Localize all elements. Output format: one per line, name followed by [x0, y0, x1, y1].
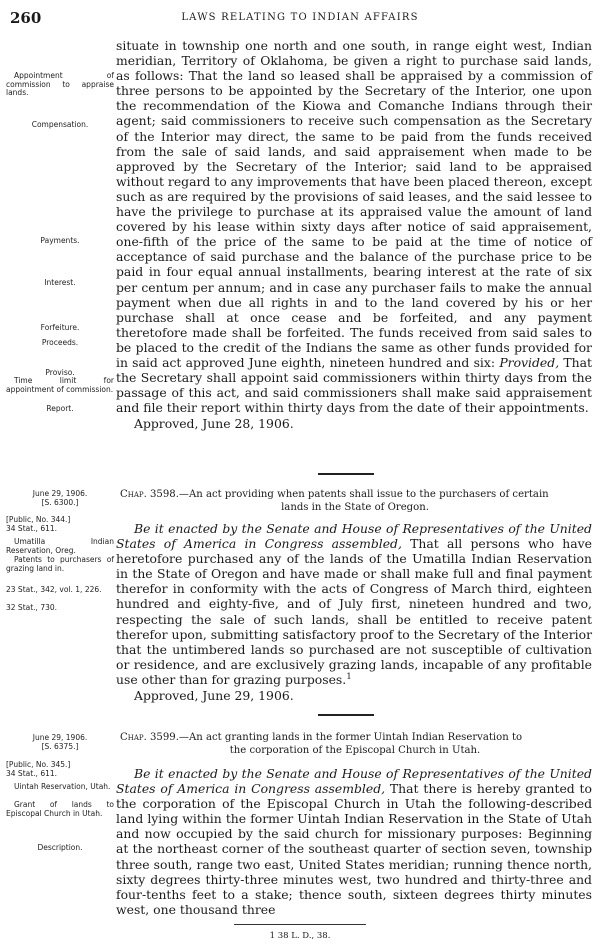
- page-header: [10, 9, 590, 27]
- chap3599-text: [116, 766, 592, 917]
- section1-approved: Approved, June 28, 1906.: [134, 416, 294, 432]
- section1-paragraph-pre: situate in township one north and one south, in range eight west, Indian meridian, Territory of Oklahoma, be given a right to purchase said lands, as follows: That the land so leased shall be appraised by a commission of three persons to be appointed by the Secretary of the Interior, one upon the recommendation of the Kiowa and Comanche Indians through their agent; said commissioners to receive such compensation as the Secretary of the Interior may direct, the same to be paid from the funds received from the sale of said lands, and said appraisement when made to be approved by the Secretary of the Interior; said land to be appraised without regard to any improvements that have been placed thereon, except such as are required by the provisions of said leases, and the said lessee to have the privilege to purchase at its appraised value the amount of land covered by his lease within sixty days after notice of said appraisement, one-fifth of the price of the same to be paid at the time of notice of acceptance of said purchase and the balance of the purchase price to be paid in four equal annual installments, bearing interest at the rate of six per centum per annum; and in case any purchaser fails to make the annual payment when due all rights in and to the land covered by his or her purchase shall at once cease and be forfeited, and any payment theretofore made shall be forfeited. The funds received from said sales to be placed to the credit of the Indians the same as other funds provided for in said act approved June eighth, nineteen hundred and six:: [116, 38, 592, 370]
- margin-note-time-limit: Time limit for appointment of commission.: [6, 376, 114, 394]
- page-number: 260: [10, 9, 42, 27]
- chap3598-heading-line1: [120, 489, 590, 502]
- margin-note-report: Report.: [46, 404, 74, 413]
- chap3598-heading: [120, 489, 590, 514]
- chap3598-note-stat32: 32 Stat., 730.: [6, 603, 58, 612]
- chap3599-note-description: Description.: [37, 843, 83, 852]
- chap3599-date: June 29, 1906.: [32, 733, 88, 742]
- chap3598-public-no: [Public, No. 344.]: [6, 515, 71, 524]
- chap3598-label: Chap. 3598.: [120, 489, 179, 500]
- margin-note-appointment: Appointment of commission to appraise lands.: [6, 71, 114, 98]
- chap3598-enacting: Be it enacted by the Senate and House of Representatives of the United States of America in Congress assembled,: [116, 521, 592, 552]
- section1-paragraph: [116, 38, 592, 415]
- footnote: 1 38 L. D., 38.: [269, 931, 331, 941]
- chap3599-heading-line1: [120, 732, 590, 745]
- chap3598-text: [116, 521, 592, 703]
- chap3599-heading: [120, 732, 590, 757]
- margin-note-interest: Interest.: [44, 278, 76, 287]
- chap3599-stat: 34 Stat., 611.: [6, 769, 58, 778]
- section1-text: [116, 38, 592, 431]
- section-divider: [318, 473, 374, 475]
- margin-note-proviso: Proviso.: [45, 368, 75, 377]
- chap3599-note-uintah: Uintah Reservation, Utah.: [14, 782, 111, 791]
- chap3599-note-grant: Grant of lands to Episcopal Church in Utah.: [6, 800, 114, 818]
- footnote-rule: [234, 924, 366, 925]
- margin-note-compensation: Compensation.: [31, 120, 89, 129]
- chap3599-title-b: the corporation of the Episcopal Church in Utah.: [229, 744, 481, 756]
- proviso-word: Provided,: [499, 354, 560, 370]
- section-divider: [318, 714, 374, 716]
- chap3598-paragraph: [116, 521, 592, 687]
- chap3599-paragraph: [116, 766, 592, 917]
- chap3598-note-patents: Patents to purchasers of grazing land in.: [6, 555, 114, 573]
- chap3599-bill: [S. 6375.]: [41, 742, 79, 751]
- chap3598-title-b: lands in the State of Oregon.: [281, 501, 429, 513]
- chap3599-title-a: —An act granting lands in the former Uintah Indian Reservation to: [178, 732, 523, 743]
- footnote-mark: 1: [346, 671, 352, 682]
- section1-paragraph-post: That the Secretary shall appoint said commissioners within thirty days from the passage of this act, and said commissioners shall make said appraisement and file their report within thirty days from the date of their appointments.: [116, 354, 592, 416]
- chap3599-body: That there is hereby granted to the corporation of the Episcopal Church in Utah the following-described land lying within the former Uintah Indian Reservation in the State of Utah and now occupied by the said church for missionary purposes: Beginning at the northeast corner of the southeast quarter of section seven, township three south, range two east, United States meridian; running thence north, sixty degrees thirty-three minutes west, two hundred and thirty-three and four-tenths feet to a stake; thence south, sixteen degrees thirty minutes west, one thousand three: [116, 781, 592, 917]
- chap3598-note-umatilla: Umatilla Indian Reservation, Oreg.: [6, 537, 114, 555]
- chap3598-approved: Approved, June 29, 1906.: [134, 688, 294, 704]
- chap3599-enacting: Be it enacted by the Senate and House of Representatives of the United States of America in Congress assembled,: [116, 766, 592, 797]
- chap3598-stat: 34 Stat., 611.: [6, 524, 58, 533]
- chap3598-title-a: —An act providing when patents shall issue to the purchasers of certain: [178, 489, 549, 500]
- chap3598-note-stat23: 23 Stat., 342, vol. 1, 226.: [6, 585, 102, 594]
- running-title: LAWS RELATING TO INDIAN AFFAIRS: [181, 12, 419, 23]
- chap3599-public-no: [Public, No. 345.]: [6, 760, 71, 769]
- margin-note-forfeiture: Forfeiture.: [40, 323, 80, 332]
- chap3598-bill: [S. 6300.]: [41, 498, 79, 507]
- margin-note-payments: Payments.: [40, 236, 80, 245]
- chap3598-date: June 29, 1906.: [32, 489, 88, 498]
- chap3599-label: Chap. 3599.: [120, 732, 179, 743]
- chap3598-body: That all persons who have heretofore purchased any of the lands of the Umatilla Indian Reservation in the State of Oregon and have made or shall make full and final payment therefor in conformity with the acts of Congress of March third, eighteen hundred and eighty-five, and of July first, nineteen hundred and two, respecting the sale of such lands, shall be entitled to receive patent therefor upon, submitting satisfactory proof to the Secretary of the Interior that the untimbered lands so purchased are not susceptible of cultivation or residence, and are exclusively grazing lands, incapable of any profitable use other than for grazing purposes.: [116, 536, 592, 687]
- margin-note-proceeds: Proceeds.: [41, 338, 79, 347]
